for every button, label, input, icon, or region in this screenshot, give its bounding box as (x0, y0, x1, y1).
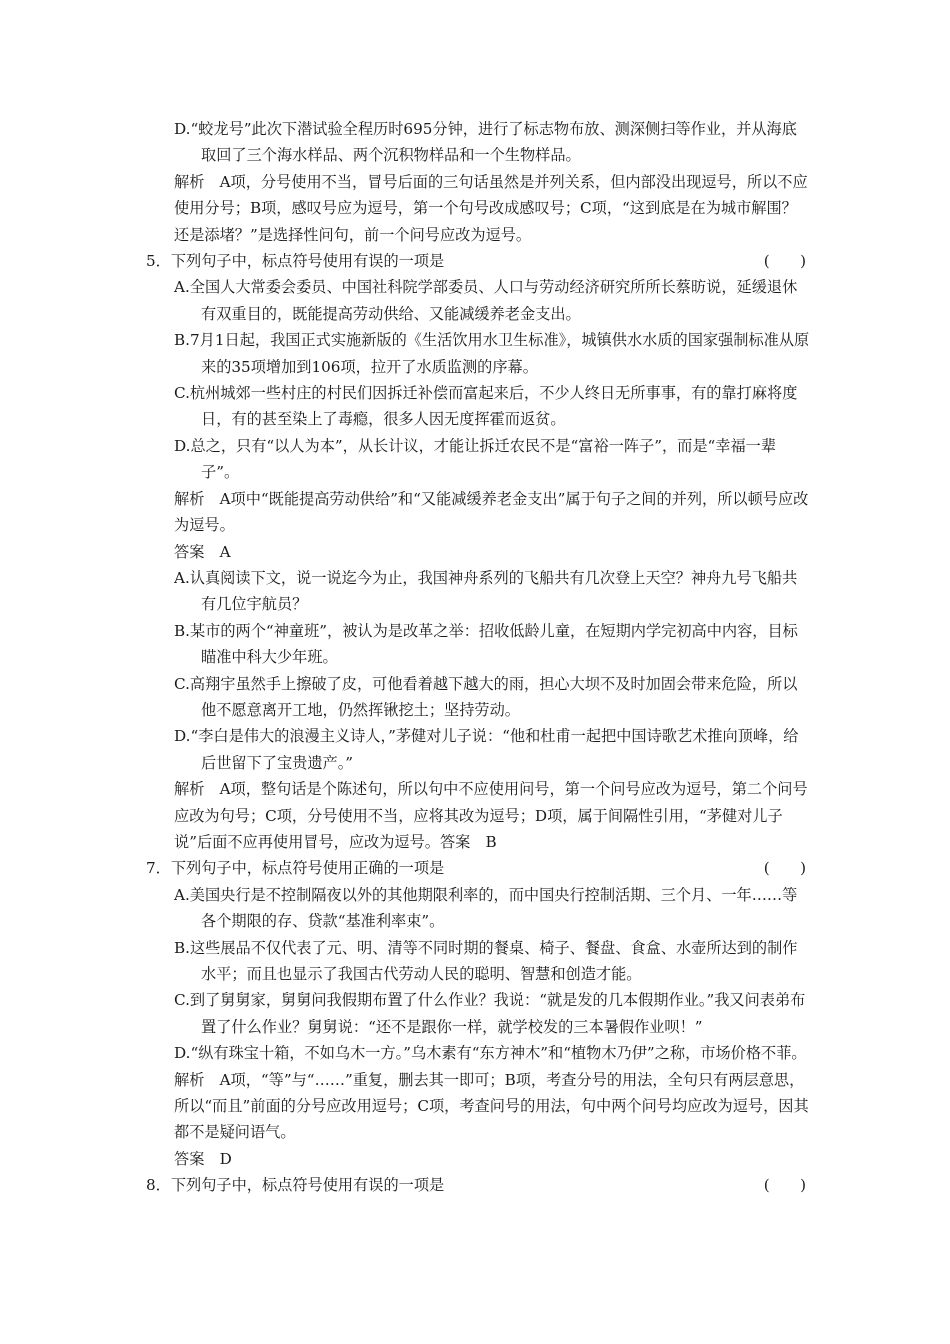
question-5-option-a: A.全国人大常委会委员、中国社科院学部委员、人口与劳动经济研究所所长蔡昉说，延缓退休有双重目的，既能提高劳动供给、又能减缓养老金支出。 (174, 278, 798, 323)
question-6-option-b: B.某市的两个“神童班”，被认为是改革之举：招收低龄儿童，在短期内学完初高中内容，目标瞄准中科大少年班。 (174, 621, 798, 667)
question-5-answer: 答案 A (174, 542, 231, 561)
question-5-stem (146, 248, 812, 274)
question-7-option-c: C.到了舅舅家，舅舅问我假期布置了什么作业？我说：“就是发的几本假期作业。”我又问表弟布置了什么作业？舅舅说：“还不是跟你一样，就学校发的三本暑假作业呗！” (174, 991, 806, 1036)
question-7-stem (146, 855, 812, 881)
question-8-answer-bracket: ( ) (763, 1176, 806, 1195)
question-5-answer-bracket: ( ) (763, 252, 806, 271)
question-7-option-b: B.这些展品不仅代表了元、明、清等不同时期的餐桌、椅子、餐盘、食盒、水壶所达到的制作水平；而且也显示了我国古代劳动人民的聪明、智慧和创造才能。 (174, 938, 798, 983)
question-7-option-a: A.美国央行是不控制隔夜以外的其他期限利率的，而中国央行控制活期、三个月、一年……等各个期限的存、贷款“基准利率束”。 (174, 885, 798, 931)
question-7-text: 7．下列句子中，标点符号使用正确的一项是 (146, 859, 445, 878)
question-5-option-d: D.总之，只有“以人为本”，从长计议，才能让拆迁农民不是“富裕一阵子”，而是“幸福一辈子”。 (174, 436, 777, 482)
question-5-option-c: C.杭州城郊一些村庄的村民们因拆迁补偿而富起来后，不少人终日无所事事，有的靠打麻将度日，有的甚至染上了毒瘾，很多人因无度挥霍而返贫。 (174, 384, 798, 429)
question-5-text: 5．下列句子中，标点符号使用有误的一项是 (146, 252, 445, 271)
question-6-analysis: 解析 A项，整句话是个陈述句，所以句中不应使用问号，第一个问号应改为逗号，第二个问号应改为句号；C项，分号使用不当，应将其改为逗号；D项，属于间隔性引用，“茅健对儿子说”后面不应再使用冒号，应改为逗号。答案 B (174, 780, 808, 851)
question-6-option-d: D.“李白是伟大的浪漫主义诗人，”茅健对儿子说：“他和杜甫一起把中国诗歌艺术推向顶峰，给后世留下了宝贵遗产。” (174, 727, 799, 772)
question-7-answer: 答案 D (174, 1149, 232, 1168)
question-7-option-d: D.“纵有珠宝十箱，不如乌木一方。”乌木素有“东方神木”和“植物木乃伊”之称，市场价格不菲。 (174, 1044, 807, 1063)
question-6-option-a: A.认真阅读下文，说一说迄今为止，我国神舟系列的飞船共有几次登上天空？神舟九号飞船共有几位宇航员？ (174, 568, 798, 614)
question-7-answer-bracket: ( ) (763, 859, 806, 878)
question-4-analysis: 解析 A项，分号使用不当，冒号后面的三句话虽然是并列关系，但内部没出现逗号，所以不应使用分号；B项，感叹号应为逗号，第一个句号改成感叹号；C项，“这到底是在为城市解围？还是添堵？”是选择性问句，前一个问号应改为逗号。 (174, 172, 808, 244)
question-8-text: 8．下列句子中，标点符号使用有误的一项是 (146, 1176, 445, 1195)
question-6-option-c: C.高翔宇虽然手上擦破了皮，可他看着越下越大的雨，担心大坝不及时加固会带来危险，所以他不愿意离开工地，仍然挥锹挖土；坚持劳动。 (174, 674, 798, 719)
question-4-option-d: D.“蛟龙号”此次下潜试验全程历时695分钟，进行了标志物布放、测深侧扫等作业，并从海底取回了三个海水样品、两个沉积物样品和一个生物样品。 (174, 120, 797, 165)
question-8-stem (146, 1172, 812, 1198)
question-7-analysis: 解析 A项，“等”与“……”重复，删去其一即可；B项，考查分号的用法，全句只有两层意思，所以“而且”前面的分号应改用逗号；C项，考查问号的用法，句中两个问号均应改为逗号，因其都不是疑问语气。 (174, 1070, 809, 1142)
question-5-analysis: 解析 A项中“既能提高劳动供给”和“又能减缓养老金支出”属于句子之间的并列，所以顿号应改为逗号。 (174, 489, 809, 535)
question-5-option-b: B.7月1日起，我国正式实施新版的《生活饮用水卫生标准》，城镇供水水质的国家强制标准从原来的35项增加到106项，拉开了水质监测的序幕。 (174, 331, 810, 376)
document-body (146, 116, 812, 1199)
